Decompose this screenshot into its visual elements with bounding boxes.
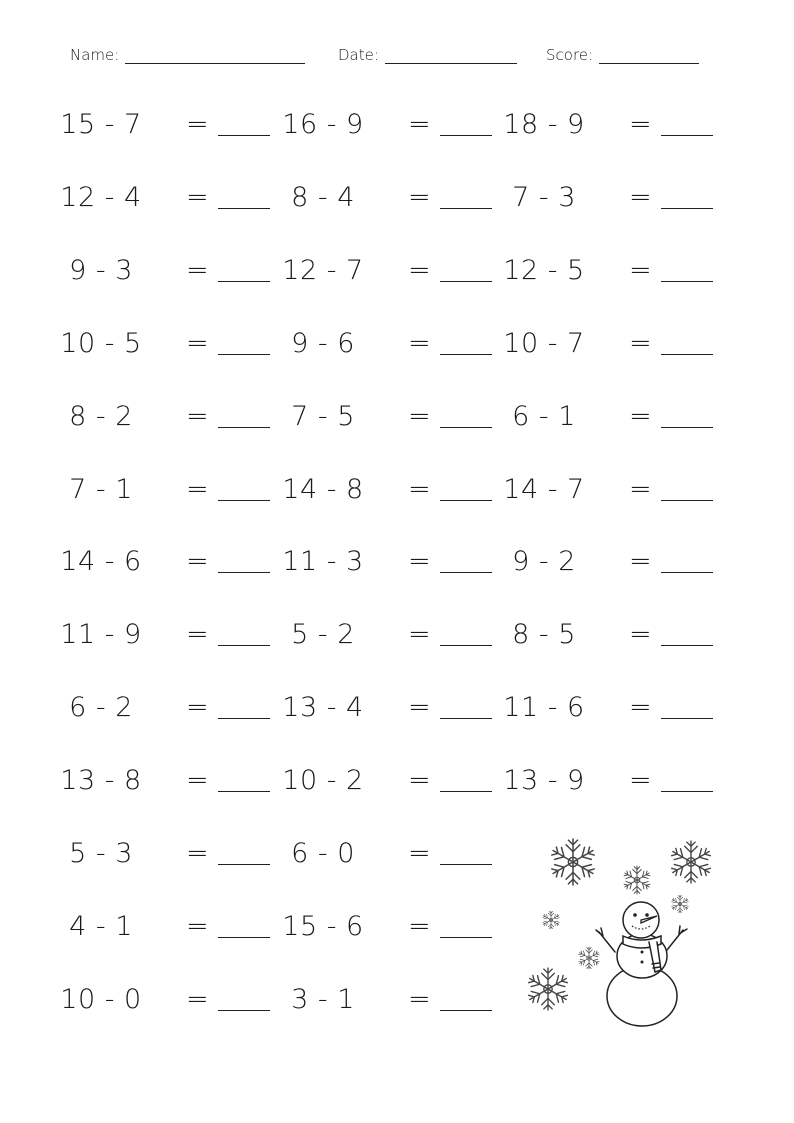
answer-line[interactable] [218,718,270,719]
answer-line[interactable] [661,718,713,719]
problem-expression: 7 - 1 [69,473,133,505]
equals-sign: = [186,983,209,1015]
answer-line[interactable] [440,572,492,573]
answer-line[interactable] [440,427,492,428]
answer-line[interactable] [218,791,270,792]
problem-expression: 10 - 2 [282,765,364,797]
equals-sign: = [629,765,652,797]
equals-sign: = [186,473,209,505]
answer-line[interactable] [440,135,492,136]
answer-line[interactable] [218,937,270,938]
equals-sign: = [408,327,431,359]
problem-expression: 12 - 7 [282,254,364,286]
score-line[interactable] [599,47,699,64]
problem-expression: 8 - 5 [512,619,576,651]
problem-expression: 10 - 0 [60,983,142,1015]
answer-line[interactable] [218,645,270,646]
problem-expression: 15 - 7 [60,109,142,140]
equals-sign: = [408,838,431,869]
answer-line[interactable] [218,864,270,865]
equals-sign: = [186,910,209,942]
problem-expression: 5 - 3 [69,838,133,869]
problem-expression: 7 - 5 [291,400,355,432]
problem-expression: 13 - 4 [282,692,364,724]
answer-line[interactable] [661,645,713,646]
answer-line[interactable] [218,135,270,136]
equals-sign: = [408,619,431,651]
problem-expression: 7 - 3 [512,181,576,213]
equals-sign: = [408,181,431,213]
problem-expression: 3 - 1 [291,983,355,1015]
snowman-with-snowflakes-icon [515,832,725,1032]
problem-expression: 12 - 5 [503,254,585,286]
problem-expression: 15 - 6 [282,910,364,942]
answer-line[interactable] [440,208,492,209]
equals-sign: = [408,983,431,1015]
answer-line[interactable] [440,791,492,792]
answer-line[interactable] [440,937,492,938]
problem-expression: 6 - 0 [291,838,355,869]
problem-expression: 11 - 3 [282,546,364,578]
answer-line[interactable] [440,1010,492,1011]
equals-sign: = [186,327,209,359]
problem-expression: 10 - 5 [60,327,142,359]
name-line[interactable] [125,47,305,64]
equals-sign: = [186,619,209,651]
problem-expression: 13 - 9 [503,765,585,797]
date-field[interactable] [338,46,517,64]
problem-expression: 6 - 1 [512,400,576,432]
equals-sign: = [186,692,209,724]
problem-expression: 8 - 2 [69,400,133,432]
problem-expression: 4 - 1 [69,910,133,942]
equals-sign: = [629,109,652,140]
answer-line[interactable] [218,500,270,501]
equals-sign: = [186,765,209,797]
problem-expression: 14 - 8 [282,473,364,505]
equals-sign: = [408,765,431,797]
equals-sign: = [629,181,652,213]
answer-line[interactable] [218,354,270,355]
score-field[interactable] [546,46,699,64]
answer-line[interactable] [218,208,270,209]
problem-expression: 11 - 6 [503,692,585,724]
equals-sign: = [629,546,652,578]
worksheet-header [0,46,794,72]
problem-expression: 9 - 3 [69,254,133,286]
equals-sign: = [408,109,431,140]
answer-line[interactable] [661,354,713,355]
problem-expression: 12 - 4 [60,181,142,213]
problem-expression: 13 - 8 [60,765,142,797]
problem-expression: 6 - 2 [69,692,133,724]
problem-expression: 8 - 4 [291,181,355,213]
answer-line[interactable] [440,354,492,355]
answer-line[interactable] [440,864,492,865]
equals-sign: = [629,254,652,286]
problem-expression: 5 - 2 [291,619,355,651]
answer-line[interactable] [661,791,713,792]
equals-sign: = [408,546,431,578]
problem-expression: 11 - 9 [60,619,142,651]
score-label: Score: [546,46,594,64]
problem-expression: 16 - 9 [282,109,364,140]
problem-expression: 9 - 2 [512,546,576,578]
equals-sign: = [186,109,209,140]
answer-line[interactable] [661,572,713,573]
date-line[interactable] [385,47,517,64]
answer-line[interactable] [440,718,492,719]
date-label: Date: [338,46,379,64]
equals-sign: = [408,910,431,942]
answer-line[interactable] [218,427,270,428]
equals-sign: = [186,181,209,213]
equals-sign: = [629,327,652,359]
equals-sign: = [186,254,209,286]
equals-sign: = [629,692,652,724]
answer-line[interactable] [661,427,713,428]
equals-sign: = [186,400,209,432]
equals-sign: = [629,400,652,432]
equals-sign: = [186,546,209,578]
answer-line[interactable] [440,645,492,646]
problem-expression: 14 - 7 [503,473,585,505]
problem-expression: 10 - 7 [503,327,585,359]
name-field[interactable] [70,46,305,64]
answer-line[interactable] [661,208,713,209]
problem-expression: 18 - 9 [503,109,585,140]
equals-sign: = [408,473,431,505]
problem-expression: 9 - 6 [291,327,355,359]
answer-line[interactable] [440,500,492,501]
name-label: Name: [70,46,120,64]
equals-sign: = [629,619,652,651]
answer-line[interactable] [661,135,713,136]
answer-line[interactable] [218,572,270,573]
answer-line[interactable] [218,281,270,282]
answer-line[interactable] [440,281,492,282]
equals-sign: = [408,400,431,432]
answer-line[interactable] [218,1010,270,1011]
equals-sign: = [629,473,652,505]
problem-expression: 14 - 6 [60,546,142,578]
equals-sign: = [408,254,431,286]
equals-sign: = [186,838,209,869]
answer-line[interactable] [661,500,713,501]
answer-line[interactable] [661,281,713,282]
equals-sign: = [408,692,431,724]
